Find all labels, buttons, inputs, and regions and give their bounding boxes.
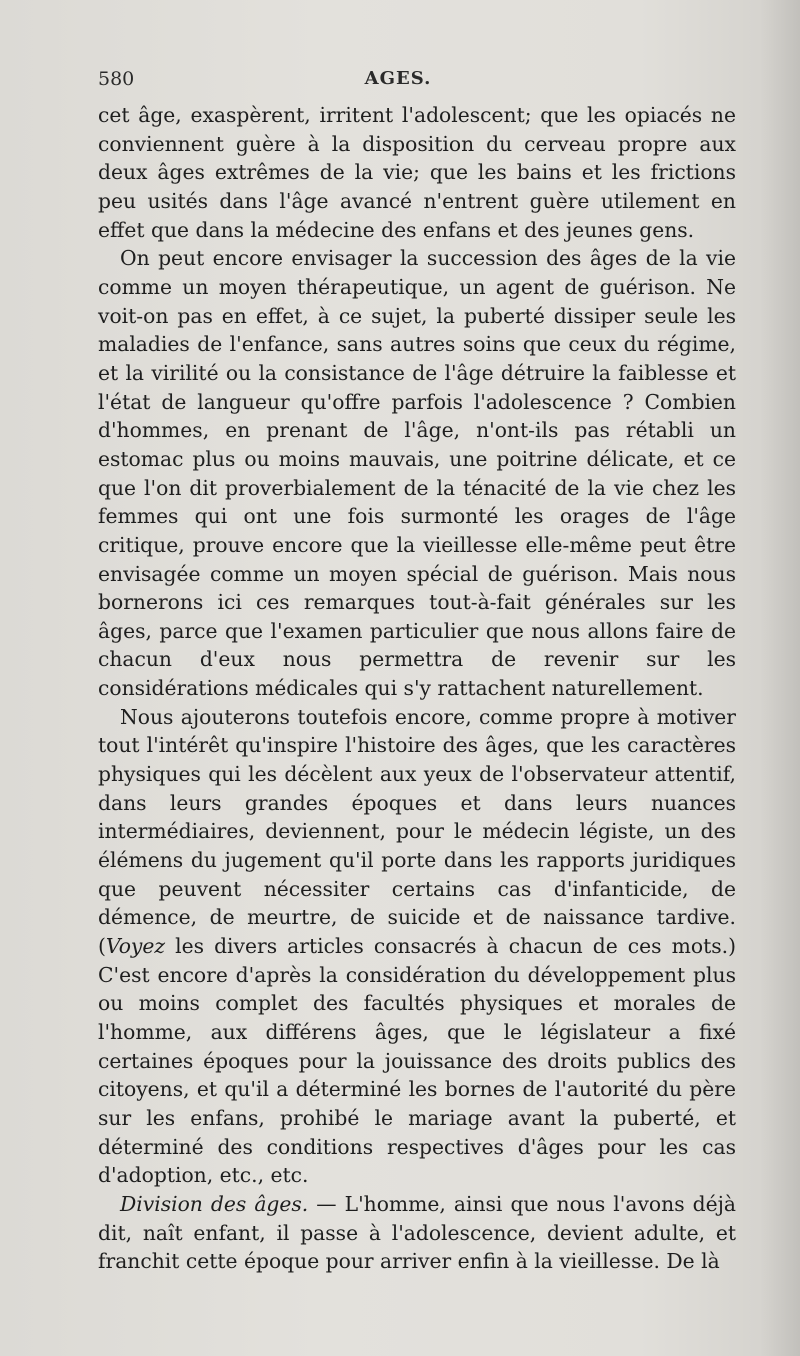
running-head: AGES. [364, 68, 432, 89]
paragraph-4-text: — L'homme, ainsi que nous l'avons déjà dit, naît enfant, il passe à l'adolescence, devient adulte, et franchit cette époque pour arriver enfin à la vieillesse. De là [98, 1191, 737, 1274]
page-header [98, 68, 738, 98]
paragraph-3-text-after: les divers articles consacrés à chacun de ces mots.) C'est encore d'après la considération du développement plus ou moins complet des facultés physiques et morales de l'homme, aux différens âges, que le législateur a fixé certaines époques pour la jouissance des droits publics des citoyens, et qu'il a déterminé les bornes de l'autorité du père sur les enfans, prohibé le mariage avant la puberté, et déterminé des conditions respectives d'âges pour les cas d'adoption, etc., etc. [98, 934, 736, 1188]
paragraph-3 [98, 703, 736, 1190]
section-heading-division-des-ages: Division des âges. [120, 1191, 309, 1216]
body-text [98, 101, 736, 1276]
paragraph-3-text-before: Nous ajouterons toutefois encore, comme propre à motiver tout l'intérêt qu'inspire l'histoire des âges, que les caractères physiques qui les décèlent aux yeux de l'observateur attentif, dans leurs grandes époques et dans leurs nuances intermédiaires, deviennent, pour le médecin légiste, un des élémens du jugement qu'il porte dans les rapports juridiques que peuvent nécessiter certains cas d'infanticide, de démence, de meurtre, de suicide et de naissance tardive. ( [98, 704, 736, 959]
paragraph-2: On peut encore envisager la succession des âges de la vie comme un moyen thérapeutique, un agent de guérison. Ne voit-on pas en effet, à ce sujet, la puberté dissiper seule les maladies de l'enfance, sans autres soins que ceux du régime, et la virilité ou la consistance de l'âge détruire la faiblesse et l'état de langueur qu'offre parfois l'adolescence ? Combien d'hommes, en prenant de l'âge, n'ont-ils pas rétabli un estomac plus ou moins mauvais, une poitrine délicate, et ce que l'on dit proverbialement de la ténacité de la vie chez les femmes qui ont une fois surmonté les orages de l'âge critique, prouve encore que la vieillesse elle-même peut être envisagée comme un moyen spécial de guérison. Mais nous bornerons ici ces remarques tout-à-fait générales sur les âges, parce que l'examen particulier que nous allons faire de chacun d'eux nous permettra de revenir sur les considérations médicales qui s'y rattachent naturellement. [98, 246, 736, 701]
paragraph-4 [98, 1190, 736, 1276]
voyez-reference: Voyez [105, 934, 166, 959]
page-edge-shadow [760, 0, 800, 1356]
page-number: 580 [98, 68, 135, 90]
paragraph-1: cet âge, exaspèrent, irritent l'adolescent; que les opiacés ne conviennent guère à la disposition du cerveau propre aux deux âges extrêmes de la vie; que les bains et les frictions peu usités dans l'âge avancé n'entrent guère utilement en effet que dans la médecine des enfans et des jeunes gens. [98, 103, 736, 242]
